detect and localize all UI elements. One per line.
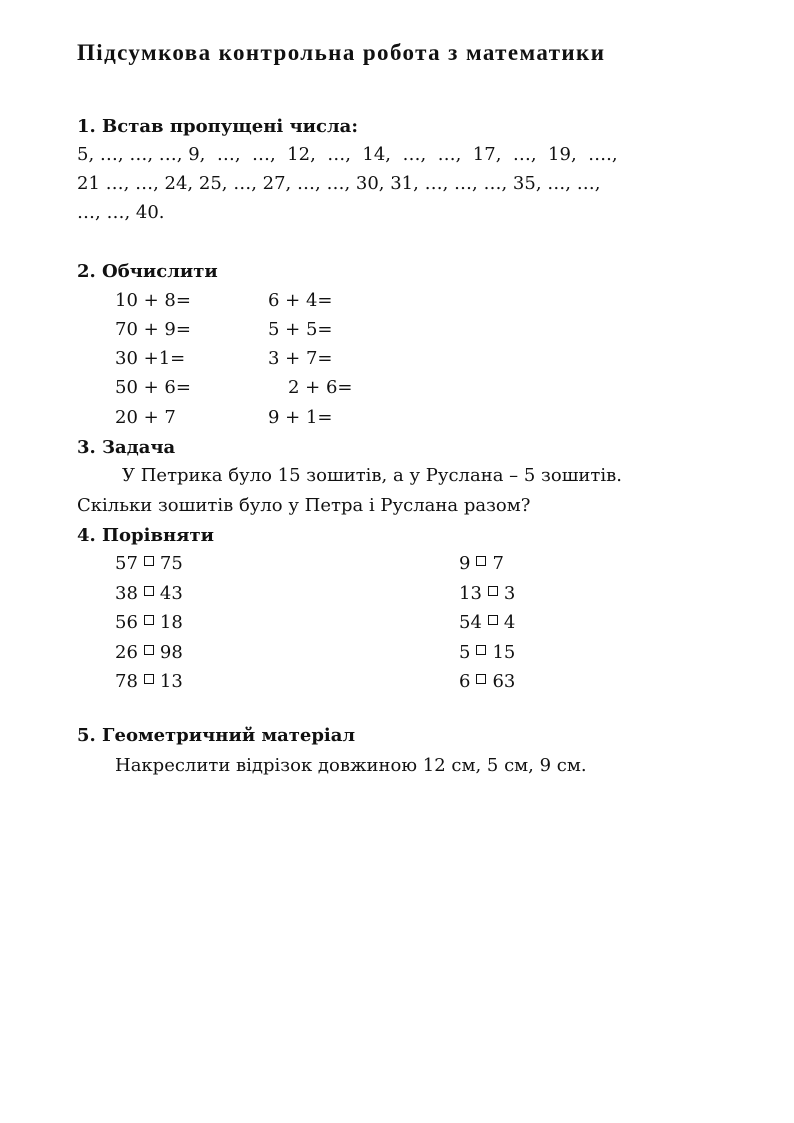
compare-number: 56 (115, 612, 138, 633)
compare-number: 98 (159, 642, 183, 663)
task1-line-3: …, …, 40. (77, 202, 165, 223)
comparison-box (488, 586, 498, 596)
comparison-box (144, 586, 154, 596)
task2-left-1: 10 + 8= (115, 290, 191, 311)
comparison-box (476, 556, 486, 566)
task2-left-3: 30 +1= (115, 348, 186, 369)
compare-right-4 (459, 642, 515, 663)
task2-left-2: 70 + 9= (115, 319, 191, 340)
task2-right-2: 5 + 5= (268, 319, 333, 340)
compare-number: 75 (159, 553, 183, 574)
task4-heading: 4. Порівняти (77, 525, 214, 546)
compare-left-4 (115, 642, 183, 663)
compare-right-3 (459, 612, 515, 633)
compare-number: 6 (459, 671, 471, 692)
compare-right-1 (459, 553, 504, 574)
task2-left-5: 20 + 7 (115, 407, 176, 428)
task5-text: Накреслити відрізок довжиною 12 см, 5 см, 9 см. (115, 755, 587, 776)
compare-number: 78 (115, 671, 138, 692)
task2-right-4: 2 + 6= (288, 377, 353, 398)
task3-heading: 3. Задача (77, 437, 176, 458)
page-title: Підсумкова контрольна робота з математики (77, 40, 606, 65)
compare-number: 26 (115, 642, 138, 663)
comparison-box (144, 615, 154, 625)
task2-left-4: 50 + 6= (115, 377, 191, 398)
compare-number: 54 (459, 612, 482, 633)
task2-right-1: 6 + 4= (268, 290, 333, 311)
compare-number: 43 (159, 583, 183, 604)
compare-number: 15 (492, 642, 516, 663)
comparison-box (476, 674, 486, 684)
comparison-box (144, 645, 154, 655)
comparison-box (144, 674, 154, 684)
compare-number: 5 (459, 642, 471, 663)
compare-number: 63 (492, 671, 516, 692)
compare-number: 9 (459, 553, 471, 574)
comparison-box (488, 615, 498, 625)
comparison-box (476, 645, 486, 655)
compare-number: 7 (492, 553, 504, 574)
compare-number: 38 (115, 583, 138, 604)
compare-left-5 (115, 671, 183, 692)
compare-number: 13 (459, 583, 482, 604)
task1-line-1: 5, …, …, …, 9, …, …, 12, …, 14, …, …, 17, …, 19, …., (77, 144, 618, 165)
compare-number: 4 (503, 612, 516, 633)
comparison-box (144, 556, 154, 566)
compare-number: 13 (159, 671, 183, 692)
compare-number: 18 (159, 612, 183, 633)
task1-line-2: 21 …, …, 24, 25, …, 27, …, …, 30, 31, …, …, …, 35, …, …, (77, 173, 601, 194)
compare-left-2 (115, 583, 183, 604)
task3-line-1: У Петрика було 15 зошитів, а у Руслана – 5 зошитів. (122, 465, 623, 486)
compare-left-1 (115, 553, 183, 574)
compare-number: 3 (503, 583, 516, 604)
task5-heading: 5. Геометричний матеріал (77, 725, 356, 746)
task3-line-2: Скільки зошитів було у Петра і Руслана разом? (77, 495, 531, 516)
compare-right-5 (459, 671, 515, 692)
task2-right-3: 3 + 7= (268, 348, 333, 369)
compare-number: 57 (115, 553, 138, 574)
task2-right-5: 9 + 1= (268, 407, 333, 428)
task1-heading: 1. Встав пропущені числа: (77, 116, 358, 137)
compare-left-3 (115, 612, 183, 633)
compare-right-2 (459, 583, 515, 604)
task2-heading: 2. Обчислити (77, 261, 218, 282)
